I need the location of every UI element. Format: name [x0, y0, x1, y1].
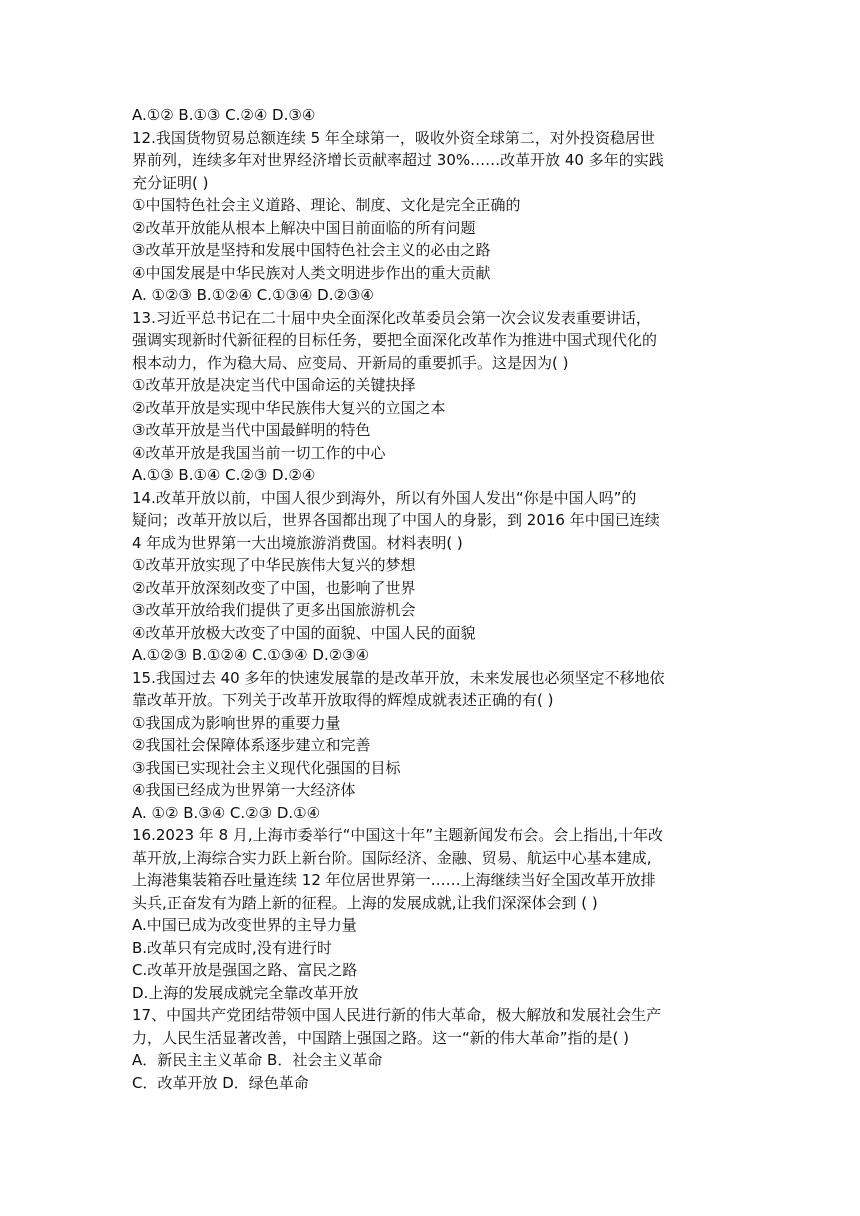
q14-statement-3: ③改革开放给我们提供了更多出国旅游机会	[132, 601, 416, 619]
q14-statement-1: ①改革开放实现了中华民族伟大复兴的梦想	[132, 556, 416, 574]
q12-options: A. ①②③ B.①②④ C.①③④ D.②③④	[132, 286, 374, 304]
q16-stem-line-3: 上海港集装箱吞吐量连续 12 年位居世界第一……上海继续当好全国改革开放排	[132, 871, 656, 889]
q17-options-row-2: C．改革开放 D．绿色革命	[132, 1073, 309, 1092]
q14-statement-2: ②改革开放深刻改变了中国，也影响了世界	[132, 578, 416, 597]
q15-statement-4: ④我国已经成为世界第一大经济体	[132, 781, 356, 799]
q12-statement-1: ①中国特色社会主义道路、理论、制度、文化是完全正确的	[132, 196, 521, 214]
q12-statement-4: ④中国发展是中华民族对人类文明进步作出的重大贡献	[132, 263, 491, 282]
q17-stem-line-2: 力，人民生活显著改善，中国踏上强国之路。这一“新的伟大革命”指的是( )	[132, 1028, 630, 1047]
q16-option-a: A.中国已成为改变世界的主导力量	[132, 916, 357, 934]
q15-stem-line-1: 15.我国过去 40 多年的快速发展靠的是改革开放，未来发展也必须坚定不移地依	[132, 668, 665, 687]
q12-stem-line-3: 充分证明( )	[132, 173, 209, 192]
q15-statement-1: ①我国成为影响世界的重要力量	[132, 713, 341, 732]
q15-statement-3: ③我国已实现社会主义现代化强国的目标	[132, 758, 401, 777]
q13-statement-1: ①改革开放是决定当代中国命运的关键抉择	[132, 376, 416, 394]
q13-stem-line-1: 13.习近平总书记在二十届中央全面深化改革委员会第一次会议发表重要讲话，	[132, 308, 651, 327]
q14-statement-4: ④改革开放极大改变了中国的面貌、中国人民的面貌	[132, 623, 476, 642]
q15-stem-line-2: 靠改革开放。下列关于改革开放取得的辉煌成就表述正确的有( )	[132, 691, 554, 709]
document-page	[132, 104, 732, 1094]
q13-statement-4: ④改革开放是我国当前一切工作的中心	[132, 443, 386, 462]
q12-stem-line-2: 界前列，连续多年对世界经济增长贡献率超过 30%……改革开放 40 多年的实践	[132, 151, 664, 169]
q13-stem-line-2: 强调实现新时代新征程的目标任务，要把全面深化改革作为推进中国式现代化的	[132, 331, 658, 349]
q13-statement-2: ②改革开放是实现中华民族伟大复兴的立国之本	[132, 398, 446, 417]
q16-option-b: B.改革只有完成时,没有进行时	[132, 938, 332, 957]
q16-stem-line-1: 16.2023 年 8 月,上海市委举行“中国这十年”主题新闻发布会。会上指出,十年改	[132, 826, 663, 844]
q14-stem-line-3: 4 年成为世界第一大出境旅游消费国。材料表明( )	[132, 533, 463, 552]
q16-stem-line-4: 头兵,正奋发有为踏上新的征程。上海的发展成就,让我们深深体会到 ( )	[132, 893, 598, 912]
q16-option-d: D.上海的发展成就完全靠改革开放	[132, 983, 359, 1002]
q12-statement-3: ③改革开放是坚持和发展中国特色社会主义的必由之路	[132, 241, 491, 259]
q17-options-row-1: A．新民主主义革命 B．社会主义革命	[132, 1051, 383, 1069]
q16-option-c: C.改革开放是强国之路、富民之路	[132, 961, 358, 979]
q13-stem-line-3: 根本动力，作为稳大局、应变局、开新局的重要抓手。这是因为( )	[132, 353, 569, 372]
q16-stem-line-2: 革开放,上海综合实力跃上新台阶。国际经济、金融、贸易、航运中心基本建成,	[132, 848, 652, 867]
q17-stem-line-1: 17、中国共产党团结带领中国人民进行新的伟大革命，极大解放和发展社会生产	[132, 1006, 662, 1024]
q13-options: A.①③ B.①④ C.②③ D.②④	[132, 466, 316, 484]
q12-stem-line-1: 12.我国货物贸易总额连续 5 年全球第一，吸收外资全球第二，对外投资稳居世	[132, 128, 655, 147]
q14-stem-line-2: 疑问；改革开放以后，世界各国都出现了中国人的身影，到 2016 年中国已连续	[132, 511, 660, 529]
q15-options: A. ①② B.③④ C.②③ D.①④	[132, 803, 321, 822]
q14-options: A.①②③ B.①②④ C.①③④ D.②③④	[132, 646, 370, 664]
q15-statement-2: ②我国社会保障体系逐步建立和完善	[132, 736, 371, 754]
q14-stem-line-1: 14.改革开放以前，中国人很少到海外，所以有外国人发出“你是中国人吗”的	[132, 488, 637, 507]
q12-statement-2: ②改革开放能从根本上解决中国目前面临的所有问题	[132, 218, 476, 237]
q11-options: A.①② B.①③ C.②④ D.③④	[132, 106, 316, 124]
q13-statement-3: ③改革开放是当代中国最鲜明的特色	[132, 421, 371, 439]
